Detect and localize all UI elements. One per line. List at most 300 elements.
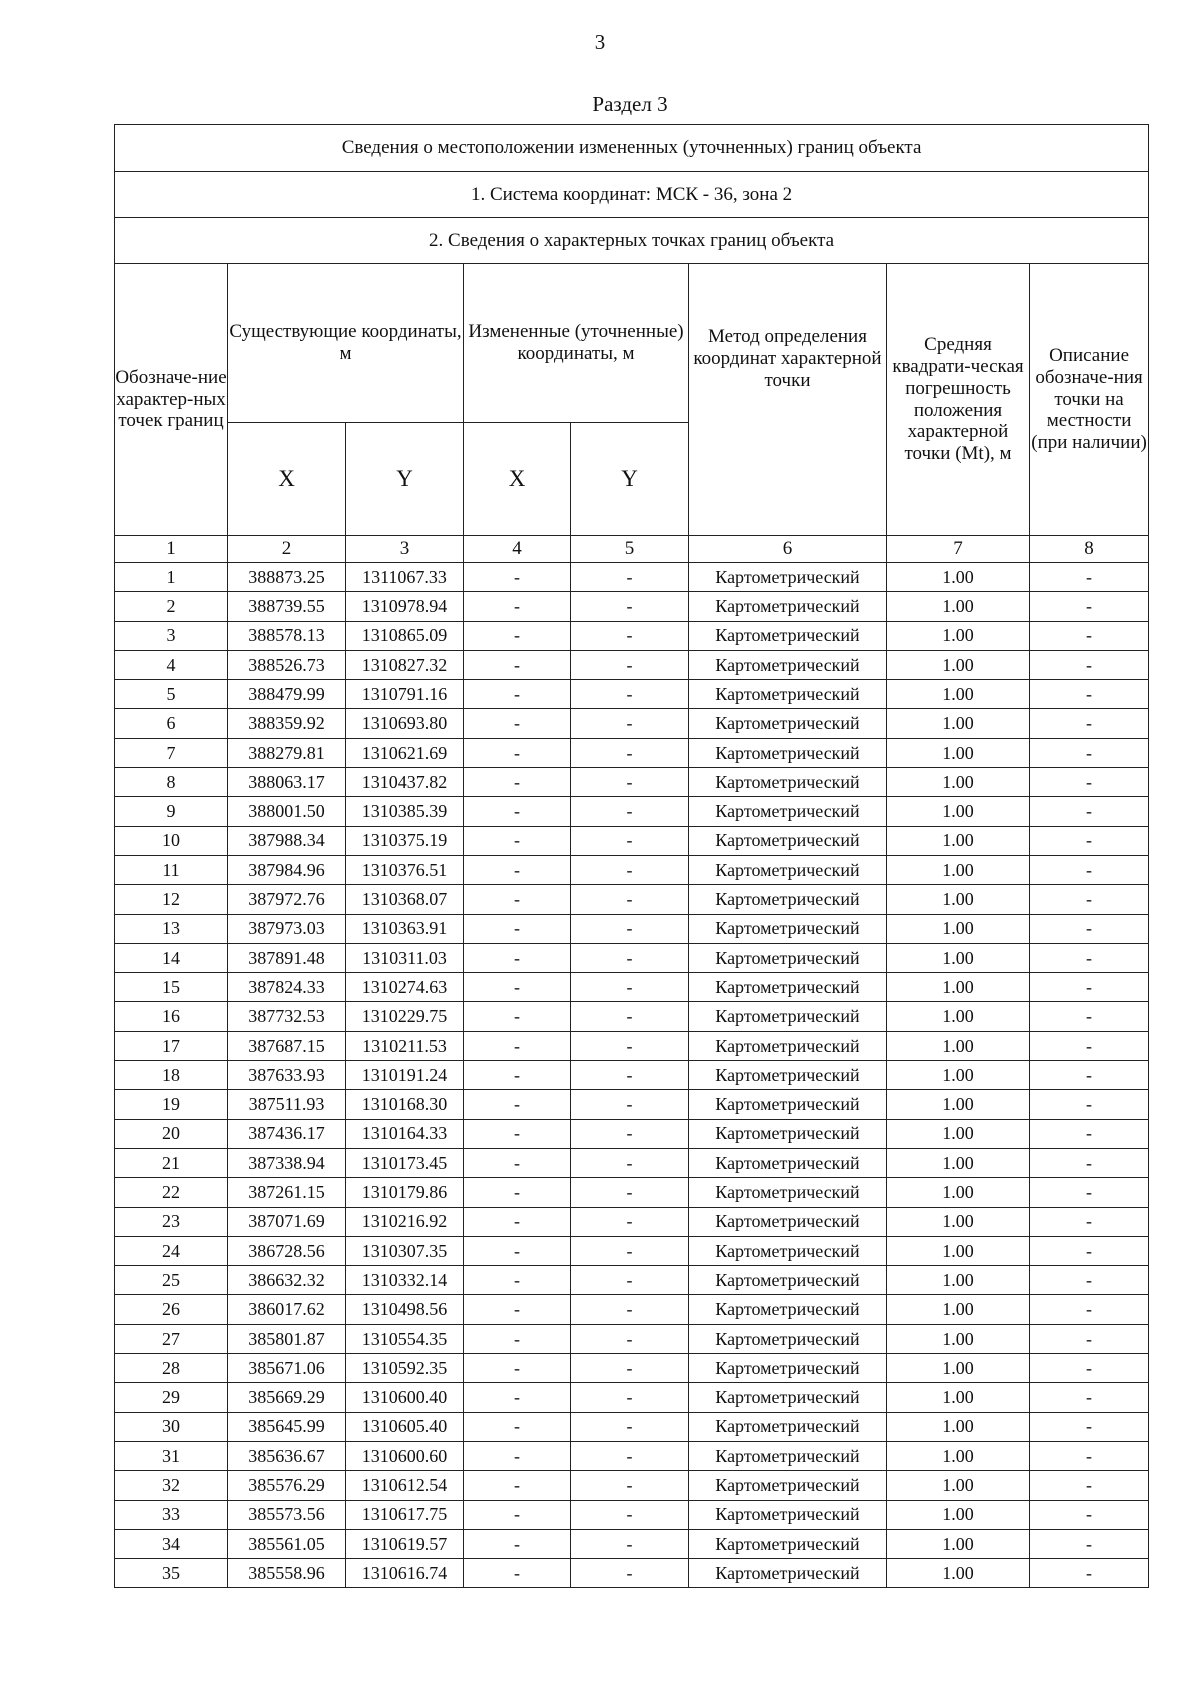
cell-changed-y: - xyxy=(571,1119,689,1148)
cell-existing-x: 387633.93 xyxy=(228,1061,346,1090)
table-row xyxy=(115,1500,1149,1529)
cell-point-number: 16 xyxy=(115,1002,228,1031)
cell-changed-x: - xyxy=(464,709,571,738)
cell-method: Картометрический xyxy=(689,1354,887,1383)
cell-mean-square-error: 1.00 xyxy=(887,1207,1030,1236)
cell-method: Картометрический xyxy=(689,914,887,943)
cell-existing-x: 386632.32 xyxy=(228,1266,346,1295)
cell-method: Картометрический xyxy=(689,1559,887,1588)
table-row xyxy=(115,1002,1149,1031)
cell-changed-y: - xyxy=(571,563,689,592)
cell-changed-x: - xyxy=(464,1412,571,1441)
cell-existing-y: 1310437.82 xyxy=(346,768,464,797)
cell-existing-x: 387984.96 xyxy=(228,855,346,884)
cell-existing-x: 387687.15 xyxy=(228,1031,346,1060)
cell-method: Картометрический xyxy=(689,1529,887,1558)
cell-changed-x: - xyxy=(464,826,571,855)
cell-point-number: 13 xyxy=(115,914,228,943)
cell-existing-y: 1310978.94 xyxy=(346,592,464,621)
points-heading-line: 2. Сведения о характерных точках границ объекта xyxy=(115,218,1149,264)
cell-description: - xyxy=(1030,1529,1149,1558)
cell-mean-square-error: 1.00 xyxy=(887,709,1030,738)
cell-description: - xyxy=(1030,1266,1149,1295)
column-number: 6 xyxy=(689,536,887,563)
cell-existing-y: 1310616.74 xyxy=(346,1559,464,1588)
header-changed-x: X xyxy=(464,423,571,536)
cell-existing-y: 1310274.63 xyxy=(346,973,464,1002)
cell-mean-square-error: 1.00 xyxy=(887,738,1030,767)
cell-mean-square-error: 1.00 xyxy=(887,1559,1030,1588)
cell-existing-y: 1310617.75 xyxy=(346,1500,464,1529)
table-row xyxy=(115,1061,1149,1090)
cell-existing-x: 388739.55 xyxy=(228,592,346,621)
cell-existing-y: 1310368.07 xyxy=(346,885,464,914)
cell-existing-y: 1310229.75 xyxy=(346,1002,464,1031)
cell-point-number: 5 xyxy=(115,680,228,709)
cell-point-number: 3 xyxy=(115,621,228,650)
cell-existing-y: 1310385.39 xyxy=(346,797,464,826)
cell-method: Картометрический xyxy=(689,1324,887,1353)
table-row xyxy=(115,797,1149,826)
cell-method: Картометрический xyxy=(689,1266,887,1295)
cell-changed-x: - xyxy=(464,1295,571,1324)
cell-description: - xyxy=(1030,1500,1149,1529)
table-title: Сведения о местоположении измененных (уточненных) границ объекта xyxy=(115,125,1149,172)
cell-changed-y: - xyxy=(571,738,689,767)
cell-existing-x: 387972.76 xyxy=(228,885,346,914)
cell-changed-x: - xyxy=(464,1324,571,1353)
cell-mean-square-error: 1.00 xyxy=(887,1148,1030,1177)
cell-point-number: 8 xyxy=(115,768,228,797)
column-number-row xyxy=(115,536,1149,563)
table-row xyxy=(115,943,1149,972)
cell-point-number: 14 xyxy=(115,943,228,972)
cell-changed-y: - xyxy=(571,855,689,884)
cell-method: Картометрический xyxy=(689,1090,887,1119)
header-mean-square-error: Средняя квадрати-ческая погрешность положения характерной точки (Mt), м xyxy=(887,264,1030,536)
cell-mean-square-error: 1.00 xyxy=(887,797,1030,826)
cell-changed-x: - xyxy=(464,680,571,709)
cell-description: - xyxy=(1030,1471,1149,1500)
header-changed-y: Y xyxy=(571,423,689,536)
cell-existing-y: 1310600.60 xyxy=(346,1441,464,1470)
coordinate-system-line: 1. Система координат: МСК - 36, зона 2 xyxy=(115,172,1149,218)
cell-existing-y: 1310554.35 xyxy=(346,1324,464,1353)
cell-changed-y: - xyxy=(571,885,689,914)
cell-description: - xyxy=(1030,1559,1149,1588)
cell-existing-y: 1310791.16 xyxy=(346,680,464,709)
cell-existing-x: 388359.92 xyxy=(228,709,346,738)
table-row xyxy=(115,1148,1149,1177)
cell-existing-x: 388001.50 xyxy=(228,797,346,826)
table-row xyxy=(115,1090,1149,1119)
cell-method: Картометрический xyxy=(689,1148,887,1177)
cell-changed-x: - xyxy=(464,885,571,914)
cell-description: - xyxy=(1030,1383,1149,1412)
cell-changed-y: - xyxy=(571,1383,689,1412)
cell-existing-x: 388279.81 xyxy=(228,738,346,767)
cell-existing-y: 1310498.56 xyxy=(346,1295,464,1324)
cell-existing-x: 387891.48 xyxy=(228,943,346,972)
cell-changed-x: - xyxy=(464,797,571,826)
cell-method: Картометрический xyxy=(689,592,887,621)
cell-existing-y: 1310605.40 xyxy=(346,1412,464,1441)
cell-changed-x: - xyxy=(464,1207,571,1236)
table-row xyxy=(115,914,1149,943)
cell-changed-y: - xyxy=(571,1295,689,1324)
cell-description: - xyxy=(1030,943,1149,972)
cell-mean-square-error: 1.00 xyxy=(887,1500,1030,1529)
cell-point-number: 25 xyxy=(115,1266,228,1295)
table-row xyxy=(115,592,1149,621)
cell-existing-y: 1310191.24 xyxy=(346,1061,464,1090)
cell-mean-square-error: 1.00 xyxy=(887,973,1030,1002)
cell-changed-y: - xyxy=(571,709,689,738)
cell-point-number: 7 xyxy=(115,738,228,767)
table-row xyxy=(115,621,1149,650)
cell-existing-y: 1310376.51 xyxy=(346,855,464,884)
column-number: 5 xyxy=(571,536,689,563)
cell-existing-y: 1310168.30 xyxy=(346,1090,464,1119)
cell-existing-x: 385558.96 xyxy=(228,1559,346,1588)
cell-description: - xyxy=(1030,797,1149,826)
table-row xyxy=(115,826,1149,855)
cell-point-number: 2 xyxy=(115,592,228,621)
cell-description: - xyxy=(1030,1441,1149,1470)
cell-description: - xyxy=(1030,973,1149,1002)
cell-mean-square-error: 1.00 xyxy=(887,943,1030,972)
header-point-name: Обозначе-ние характер-ных точек границ xyxy=(115,264,228,536)
table-row xyxy=(115,1295,1149,1324)
cell-method: Картометрический xyxy=(689,1471,887,1500)
cell-changed-y: - xyxy=(571,1236,689,1265)
cell-existing-y: 1310612.54 xyxy=(346,1471,464,1500)
cell-point-number: 9 xyxy=(115,797,228,826)
cell-changed-x: - xyxy=(464,1119,571,1148)
cell-existing-x: 387511.93 xyxy=(228,1090,346,1119)
table-row xyxy=(115,1441,1149,1470)
header-changed-coordinates: Измененные (уточненные) координаты, м xyxy=(464,264,689,423)
cell-mean-square-error: 1.00 xyxy=(887,1324,1030,1353)
cell-changed-x: - xyxy=(464,1178,571,1207)
cell-point-number: 10 xyxy=(115,826,228,855)
cell-method: Картометрический xyxy=(689,650,887,679)
table-row xyxy=(115,768,1149,797)
cell-existing-x: 388063.17 xyxy=(228,768,346,797)
cell-changed-x: - xyxy=(464,1266,571,1295)
cell-method: Картометрический xyxy=(689,709,887,738)
cell-mean-square-error: 1.00 xyxy=(887,1002,1030,1031)
cell-changed-x: - xyxy=(464,855,571,884)
header-existing-x: X xyxy=(228,423,346,536)
cell-description: - xyxy=(1030,1002,1149,1031)
cell-mean-square-error: 1.00 xyxy=(887,1178,1030,1207)
cell-description: - xyxy=(1030,1236,1149,1265)
table-row xyxy=(115,1236,1149,1265)
table-row xyxy=(115,1471,1149,1500)
cell-changed-x: - xyxy=(464,621,571,650)
cell-method: Картометрический xyxy=(689,1295,887,1324)
cell-changed-x: - xyxy=(464,1559,571,1588)
cell-mean-square-error: 1.00 xyxy=(887,1031,1030,1060)
cell-existing-y: 1310363.91 xyxy=(346,914,464,943)
cell-method: Картометрический xyxy=(689,1002,887,1031)
cell-changed-y: - xyxy=(571,1441,689,1470)
cell-mean-square-error: 1.00 xyxy=(887,1412,1030,1441)
cell-existing-x: 387988.34 xyxy=(228,826,346,855)
cell-description: - xyxy=(1030,855,1149,884)
header-existing-coordinates: Существующие координаты, м xyxy=(228,264,464,423)
cell-changed-y: - xyxy=(571,1412,689,1441)
cell-mean-square-error: 1.00 xyxy=(887,1236,1030,1265)
cell-changed-y: - xyxy=(571,1266,689,1295)
cell-mean-square-error: 1.00 xyxy=(887,1354,1030,1383)
cell-description: - xyxy=(1030,680,1149,709)
cell-changed-y: - xyxy=(571,1031,689,1060)
cell-changed-y: - xyxy=(571,592,689,621)
cell-description: - xyxy=(1030,826,1149,855)
cell-description: - xyxy=(1030,1119,1149,1148)
column-number: 4 xyxy=(464,536,571,563)
cell-existing-y: 1310375.19 xyxy=(346,826,464,855)
cell-changed-y: - xyxy=(571,768,689,797)
cell-changed-x: - xyxy=(464,563,571,592)
cell-existing-y: 1310332.14 xyxy=(346,1266,464,1295)
table-row xyxy=(115,1178,1149,1207)
cell-method: Картометрический xyxy=(689,1412,887,1441)
cell-changed-x: - xyxy=(464,768,571,797)
cell-existing-y: 1310619.57 xyxy=(346,1529,464,1558)
cell-description: - xyxy=(1030,1148,1149,1177)
cell-changed-x: - xyxy=(464,592,571,621)
cell-method: Картометрический xyxy=(689,1061,887,1090)
cell-existing-x: 387732.53 xyxy=(228,1002,346,1031)
cell-point-number: 11 xyxy=(115,855,228,884)
cell-existing-y: 1310211.53 xyxy=(346,1031,464,1060)
cell-description: - xyxy=(1030,1412,1149,1441)
cell-point-number: 31 xyxy=(115,1441,228,1470)
cell-changed-x: - xyxy=(464,1471,571,1500)
cell-description: - xyxy=(1030,914,1149,943)
cell-existing-x: 385576.29 xyxy=(228,1471,346,1500)
cell-existing-x: 387071.69 xyxy=(228,1207,346,1236)
cell-point-number: 30 xyxy=(115,1412,228,1441)
cell-description: - xyxy=(1030,1061,1149,1090)
cell-changed-y: - xyxy=(571,1061,689,1090)
cell-mean-square-error: 1.00 xyxy=(887,1295,1030,1324)
table-row xyxy=(115,1119,1149,1148)
cell-changed-x: - xyxy=(464,1383,571,1412)
cell-method: Картометрический xyxy=(689,855,887,884)
cell-changed-x: - xyxy=(464,1002,571,1031)
cell-changed-y: - xyxy=(571,621,689,650)
cell-mean-square-error: 1.00 xyxy=(887,1119,1030,1148)
cell-existing-y: 1310179.86 xyxy=(346,1178,464,1207)
table-row xyxy=(115,650,1149,679)
cell-point-number: 19 xyxy=(115,1090,228,1119)
cell-mean-square-error: 1.00 xyxy=(887,1529,1030,1558)
cell-description: - xyxy=(1030,1207,1149,1236)
column-number: 3 xyxy=(346,536,464,563)
cell-mean-square-error: 1.00 xyxy=(887,650,1030,679)
cell-existing-x: 388526.73 xyxy=(228,650,346,679)
cell-mean-square-error: 1.00 xyxy=(887,1383,1030,1412)
table-row xyxy=(115,855,1149,884)
cell-mean-square-error: 1.00 xyxy=(887,680,1030,709)
cell-existing-y: 1310164.33 xyxy=(346,1119,464,1148)
cell-changed-y: - xyxy=(571,914,689,943)
cell-existing-y: 1310621.69 xyxy=(346,738,464,767)
cell-point-number: 26 xyxy=(115,1295,228,1324)
cell-existing-y: 1310311.03 xyxy=(346,943,464,972)
cell-point-number: 6 xyxy=(115,709,228,738)
column-number: 7 xyxy=(887,536,1030,563)
table-row xyxy=(115,1266,1149,1295)
cell-existing-x: 385671.06 xyxy=(228,1354,346,1383)
cell-method: Картометрический xyxy=(689,1441,887,1470)
cell-existing-y: 1310173.45 xyxy=(346,1148,464,1177)
cell-method: Картометрический xyxy=(689,885,887,914)
cell-mean-square-error: 1.00 xyxy=(887,914,1030,943)
column-number: 1 xyxy=(115,536,228,563)
cell-changed-y: - xyxy=(571,1002,689,1031)
cell-mean-square-error: 1.00 xyxy=(887,1061,1030,1090)
table-row xyxy=(115,709,1149,738)
cell-point-number: 15 xyxy=(115,973,228,1002)
cell-method: Картометрический xyxy=(689,1031,887,1060)
table-row xyxy=(115,738,1149,767)
cell-method: Картометрический xyxy=(689,826,887,855)
cell-description: - xyxy=(1030,738,1149,767)
cell-point-number: 33 xyxy=(115,1500,228,1529)
cell-mean-square-error: 1.00 xyxy=(887,885,1030,914)
cell-point-number: 18 xyxy=(115,1061,228,1090)
cell-point-number: 28 xyxy=(115,1354,228,1383)
cell-existing-y: 1310600.40 xyxy=(346,1383,464,1412)
cell-changed-x: - xyxy=(464,1441,571,1470)
cell-changed-x: - xyxy=(464,738,571,767)
cell-existing-x: 388578.13 xyxy=(228,621,346,650)
cell-mean-square-error: 1.00 xyxy=(887,621,1030,650)
cell-existing-x: 387261.15 xyxy=(228,1178,346,1207)
cell-existing-y: 1310827.32 xyxy=(346,650,464,679)
table-row xyxy=(115,680,1149,709)
cell-description: - xyxy=(1030,1031,1149,1060)
cell-changed-x: - xyxy=(464,1500,571,1529)
cell-existing-x: 388873.25 xyxy=(228,563,346,592)
cell-point-number: 27 xyxy=(115,1324,228,1353)
cell-description: - xyxy=(1030,1090,1149,1119)
cell-mean-square-error: 1.00 xyxy=(887,855,1030,884)
cell-description: - xyxy=(1030,621,1149,650)
boundary-points-table xyxy=(114,124,1149,1588)
header-method: Метод определения координат характерной точки xyxy=(689,264,887,536)
cell-point-number: 12 xyxy=(115,885,228,914)
cell-changed-y: - xyxy=(571,650,689,679)
cell-changed-y: - xyxy=(571,1529,689,1558)
cell-point-number: 23 xyxy=(115,1207,228,1236)
cell-changed-y: - xyxy=(571,1500,689,1529)
cell-changed-x: - xyxy=(464,650,571,679)
cell-method: Картометрический xyxy=(689,973,887,1002)
cell-method: Картометрический xyxy=(689,1207,887,1236)
cell-existing-y: 1310307.35 xyxy=(346,1236,464,1265)
cell-point-number: 17 xyxy=(115,1031,228,1060)
cell-mean-square-error: 1.00 xyxy=(887,1090,1030,1119)
cell-description: - xyxy=(1030,592,1149,621)
cell-description: - xyxy=(1030,1178,1149,1207)
cell-point-number: 35 xyxy=(115,1559,228,1588)
cell-changed-x: - xyxy=(464,943,571,972)
cell-existing-x: 387973.03 xyxy=(228,914,346,943)
cell-mean-square-error: 1.00 xyxy=(887,826,1030,855)
cell-changed-x: - xyxy=(464,1031,571,1060)
cell-changed-x: - xyxy=(464,1090,571,1119)
cell-method: Картометрический xyxy=(689,943,887,972)
cell-point-number: 1 xyxy=(115,563,228,592)
cell-changed-y: - xyxy=(571,826,689,855)
cell-existing-x: 385561.05 xyxy=(228,1529,346,1558)
cell-existing-y: 1310592.35 xyxy=(346,1354,464,1383)
cell-existing-x: 385801.87 xyxy=(228,1324,346,1353)
cell-mean-square-error: 1.00 xyxy=(887,1266,1030,1295)
cell-mean-square-error: 1.00 xyxy=(887,768,1030,797)
cell-point-number: 4 xyxy=(115,650,228,679)
cell-existing-x: 387824.33 xyxy=(228,973,346,1002)
cell-point-number: 29 xyxy=(115,1383,228,1412)
cell-existing-y: 1310216.92 xyxy=(346,1207,464,1236)
cell-description: - xyxy=(1030,563,1149,592)
cell-mean-square-error: 1.00 xyxy=(887,1471,1030,1500)
header-existing-y: Y xyxy=(346,423,464,536)
cell-existing-x: 387338.94 xyxy=(228,1148,346,1177)
table-row xyxy=(115,1324,1149,1353)
cell-method: Картометрический xyxy=(689,768,887,797)
cell-point-number: 34 xyxy=(115,1529,228,1558)
table-row xyxy=(115,1559,1149,1588)
table-row xyxy=(115,973,1149,1002)
cell-description: - xyxy=(1030,768,1149,797)
cell-existing-x: 387436.17 xyxy=(228,1119,346,1148)
cell-method: Картометрический xyxy=(689,738,887,767)
cell-existing-y: 1310693.80 xyxy=(346,709,464,738)
cell-method: Картометрический xyxy=(689,680,887,709)
cell-method: Картометрический xyxy=(689,563,887,592)
cell-description: - xyxy=(1030,709,1149,738)
table-row xyxy=(115,1207,1149,1236)
cell-changed-x: - xyxy=(464,973,571,1002)
table-row xyxy=(115,1412,1149,1441)
cell-method: Картометрический xyxy=(689,1119,887,1148)
cell-existing-x: 385669.29 xyxy=(228,1383,346,1412)
cell-changed-y: - xyxy=(571,1207,689,1236)
section-label: Раздел 3 xyxy=(592,92,668,116)
cell-existing-x: 386017.62 xyxy=(228,1295,346,1324)
cell-changed-y: - xyxy=(571,1090,689,1119)
cell-changed-y: - xyxy=(571,680,689,709)
column-number: 2 xyxy=(228,536,346,563)
table-row xyxy=(115,1354,1149,1383)
cell-point-number: 32 xyxy=(115,1471,228,1500)
cell-method: Картометрический xyxy=(689,1383,887,1412)
cell-existing-x: 385645.99 xyxy=(228,1412,346,1441)
header-description: Описание обозначе-ния точки на местности (при наличии) xyxy=(1030,264,1149,536)
table-row xyxy=(115,563,1149,592)
cell-existing-x: 385636.67 xyxy=(228,1441,346,1470)
cell-changed-x: - xyxy=(464,1236,571,1265)
cell-changed-y: - xyxy=(571,797,689,826)
cell-changed-x: - xyxy=(464,914,571,943)
